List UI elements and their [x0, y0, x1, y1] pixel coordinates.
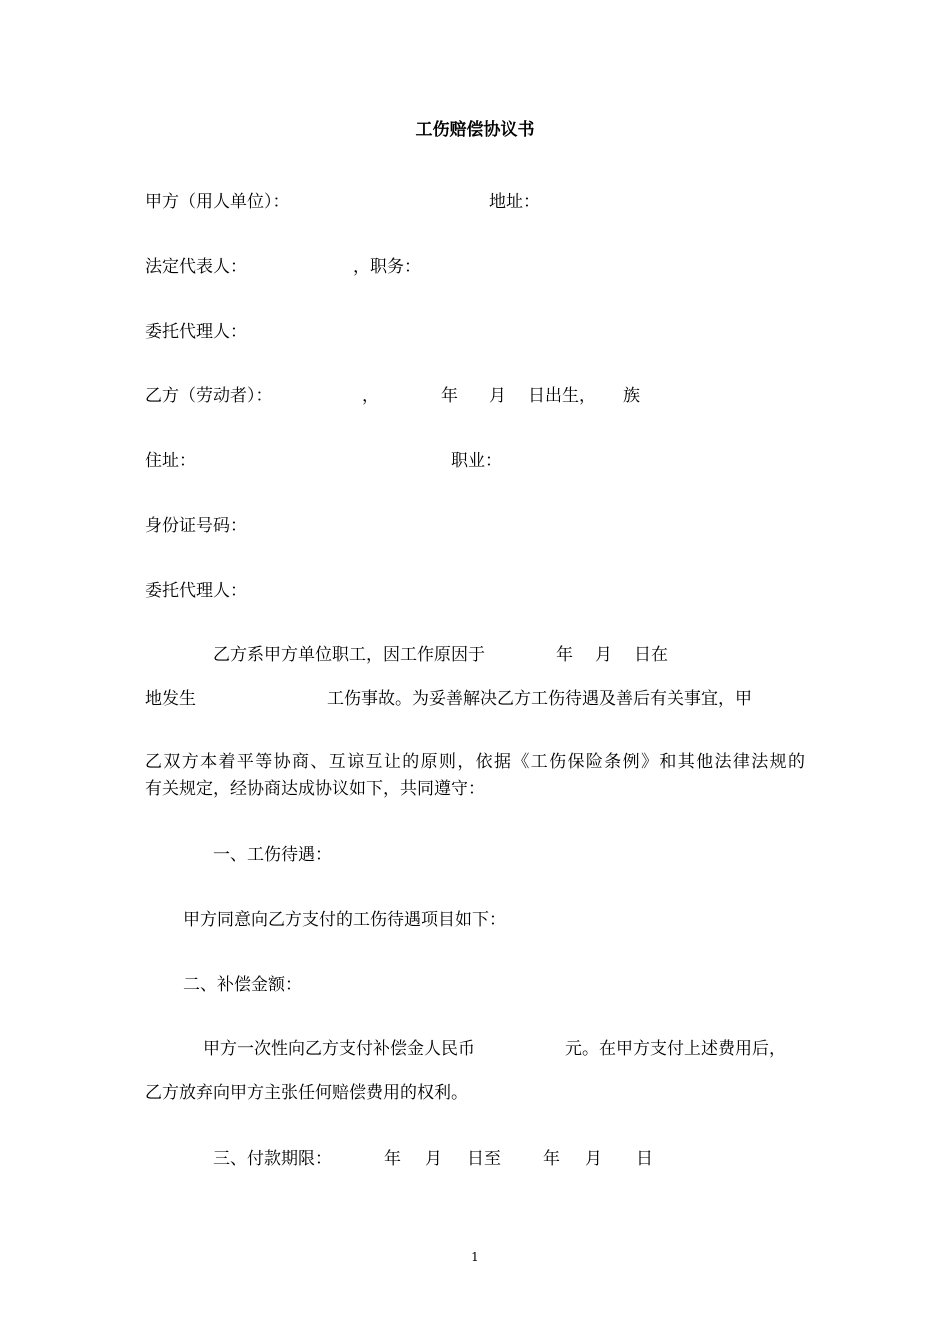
document-title: 工伤赔偿协议书 [415, 120, 535, 140]
para1-year: 年 [556, 645, 573, 665]
party-b-month: 月 [489, 386, 506, 406]
para1-day-at: 日在 [634, 645, 668, 665]
section2-body-a: 甲方一次性向乙方支付补偿金人民币 [203, 1039, 475, 1059]
party-b-year: 年 [441, 386, 458, 406]
party-a-address-label: 地址： [489, 192, 540, 212]
section2-heading: 二、补偿金额： [183, 975, 302, 995]
occupation-label: 职业： [451, 451, 502, 471]
party-b-day-born: 日出生， [528, 386, 596, 406]
section3-month1: 月 [425, 1149, 442, 1169]
residence-label: 住址： [145, 451, 196, 471]
agent-b-label: 委托代理人： [145, 581, 247, 601]
legal-rep-label: 法定代表人： [145, 257, 247, 277]
section2-body-b: 元。在甲方支付上述费用后， [565, 1039, 786, 1059]
legal-rep-position-label: ，职务： [353, 257, 421, 277]
section3-heading: 三、付款期限： [213, 1149, 332, 1169]
section3-month2: 月 [585, 1149, 602, 1169]
para1-start: 乙方系甲方单位职工，因工作原因于 [213, 645, 485, 665]
page-number: 1 [471, 1250, 479, 1264]
para1-line2-b: 工伤事故。为妥善解决乙方工伤待遇及善后有关事宜，甲 [327, 689, 752, 709]
party-b-label: 乙方（劳动者）： [145, 386, 273, 406]
agent-a-label: 委托代理人： [145, 322, 247, 342]
section3-day2: 日 [636, 1149, 653, 1169]
section3-year1: 年 [384, 1149, 401, 1169]
section1-body: 甲方同意向乙方支付的工伤待遇项目如下： [183, 910, 506, 930]
party-a-label: 甲方（用人单位）： [145, 192, 290, 212]
section2-body-line2: 乙方放弃向甲方主张任何赔偿费用的权利。 [145, 1083, 468, 1103]
section3-day-to: 日至 [467, 1149, 501, 1169]
para1-line3: 乙双方本着平等协商、互谅互让的原则，依据《工伤保险条例》和其他法律法规的 [145, 752, 805, 772]
party-b-comma: ， [362, 386, 379, 406]
section1-heading: 一、工伤待遇： [213, 845, 332, 865]
id-number-label: 身份证号码： [145, 516, 247, 536]
para1-line4: 有关规定，经协商达成协议如下，共同遵守： [145, 779, 485, 799]
section3-year2: 年 [543, 1149, 560, 1169]
party-b-ethnic: 族 [623, 386, 640, 406]
para1-month: 月 [595, 645, 612, 665]
para1-line2-a: 地发生 [145, 689, 196, 709]
